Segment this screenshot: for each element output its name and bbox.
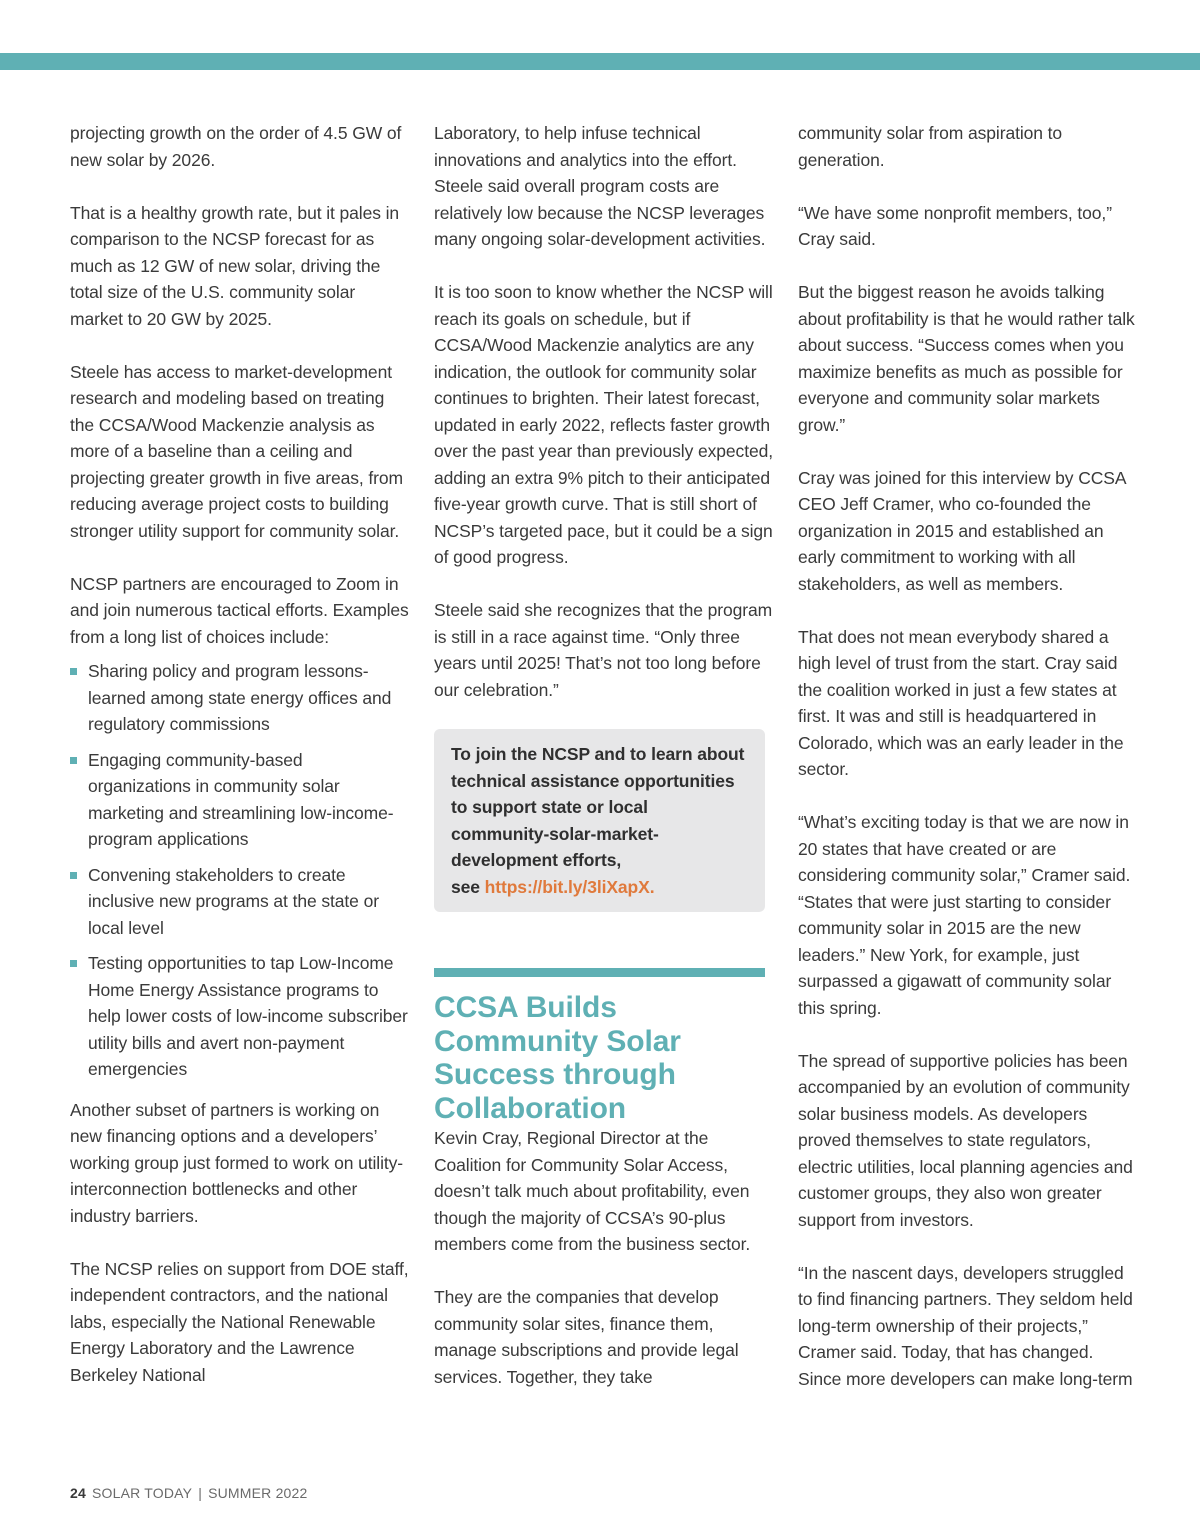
paragraph: “We have some nonprofit members, too,” Cray said.	[798, 202, 1112, 249]
paragraph: The NCSP relies on support from DOE staff, independent contractors, and the national labs, especially the National Renewable Energy Laboratory and the Lawrence Berkeley National	[70, 1258, 409, 1385]
square-bullet-icon	[70, 872, 77, 879]
magazine-name: SOLAR TODAY	[91, 1485, 193, 1501]
paragraph: It is too soon to know whether the NCSP will reach its goals on schedule, but if CCSA/Wood Mackenzie analytics are any indication, the outlook for community solar continues to brighten. Their latest forecast, updated in early 2022, reflects faster growth over the past year than previously expected, adding an extra 9% pitch to their anticipated five-year growth curve. That is still short of NCSP’s targeted pace, but it could be a sign of good progress.	[434, 282, 773, 567]
paragraph: Steele said she recognizes that the program is still in a race against time. “Only three years until 2025! That’s not too long before our celebration.”	[434, 600, 773, 700]
paragraph: Cray was joined for this interview by CCSA CEO Jeff Cramer, who co-founded the organization in 2015 and established an early commitment to working with all stakeholders, as well as members.	[798, 467, 1126, 594]
bullet-list	[70, 658, 410, 1083]
paragraph: Another subset of partners is working on new financing options and a developers’ working group just formed to work on utility-interconnection bottlenecks and other industry barriers.	[70, 1099, 403, 1226]
paragraph: “What’s exciting today is that we are now in 20 states that have created or are considering community solar,” Cramer said. “States that were just starting to consider community solar in 2015 are the new leaders.” New York, for example, just surpassed a gigawatt of community solar this spring.	[798, 812, 1131, 1018]
article-column-2	[434, 120, 774, 1390]
list-item-text: Sharing policy and program lessons-learned among state energy offices and regulatory commissions	[88, 661, 392, 734]
paragraph: They are the companies that develop community solar sites, finance them, manage subscriptions and provide legal services. Together, they take	[434, 1287, 739, 1387]
callout-box	[434, 729, 765, 912]
callout-see: see	[451, 876, 480, 897]
footer-separator: |	[198, 1485, 203, 1501]
list-item-text: Convening stakeholders to create inclusive new programs at the state or local level	[88, 864, 379, 938]
paragraph: But the biggest reason he avoids talking about profitability is that he would rather talk about success. “Success comes when you maximize benefits as much as possible for everyone and community solar markets grow.”	[798, 282, 1135, 435]
paragraph: projecting growth on the order of 4.5 GW of new solar by 2026.	[70, 123, 402, 170]
list-item-text: Testing opportunities to tap Low-Income Home Energy Assistance programs to help lower costs of low-income subscriber utility bills and avert non-payment emergencies	[88, 953, 408, 1079]
paragraph: Kevin Cray, Regional Director at the Coalition for Community Solar Access, doesn’t talk much about profitability, even though the majority of CCSA’s 90-plus members come from the business sector.	[434, 1128, 751, 1254]
header-accent-band	[0, 53, 1200, 70]
article-column-3	[798, 120, 1138, 1392]
page-footer	[70, 1485, 308, 1501]
list-item	[70, 658, 410, 738]
list-item	[70, 862, 410, 942]
paragraph: That does not mean everybody shared a high level of trust from the start. Cray said the coalition worked in just a few states at first. It was and still is headquartered in Colorado, which was an early leader in the sector.	[798, 626, 1124, 779]
square-bullet-icon	[70, 757, 77, 764]
paragraph: That is a healthy growth rate, but it pales in comparison to the NCSP forecast for as much as 12 GW of new solar, driving the total size of the U.S. community solar market to 20 GW by 2025.	[70, 202, 400, 329]
paragraph: community solar from aspiration to generation.	[798, 123, 1063, 170]
list-item-text: Engaging community-based organizations in community solar marketing and streamlining low-income-program applications	[88, 749, 394, 849]
paragraph: NCSP partners are encouraged to Zoom in and join numerous tactical efforts. Examples from a long list of choices include:	[70, 573, 409, 647]
page-number: 24	[70, 1485, 86, 1501]
list-item	[70, 747, 410, 853]
square-bullet-icon	[70, 668, 77, 675]
article-column-1	[70, 120, 410, 1388]
list-item	[70, 950, 410, 1083]
paragraph: Steele has access to market-development research and modeling based on treating the CCSA/Wood Mackenzie analysis as more of a baseline than a ceiling and projecting greater growth in five areas, from reducing average project costs to building stronger utility support for community solar.	[70, 361, 404, 541]
paragraph: The spread of supportive policies has been accompanied by an evolution of community solar business models. As developers proved themselves to state regulators, electric utilities, local planning agencies and customer groups, they also won greater support from investors.	[798, 1050, 1133, 1230]
issue-label: SUMMER 2022	[208, 1485, 308, 1501]
square-bullet-icon	[70, 960, 77, 967]
section-heading: CCSA Builds Community Solar Success through Collaboration	[434, 991, 681, 1125]
callout-link[interactable]: https://bit.ly/3liXapX.	[484, 876, 655, 897]
paragraph: “In the nascent days, developers struggled to find financing partners. They seldom held long-term ownership of their projects,” Cramer said. Today, that has changed. Since more developers can make long-term	[798, 1262, 1133, 1389]
callout-text: To join the NCSP and to learn about technical assistance opportunities to support state or local community-solar-market-development efforts,	[451, 744, 745, 870]
section-divider	[434, 968, 765, 977]
paragraph: Laboratory, to help infuse technical innovations and analytics into the effort. Steele said overall program costs are relatively low because the NCSP leverages many ongoing solar-development activities.	[434, 123, 766, 249]
